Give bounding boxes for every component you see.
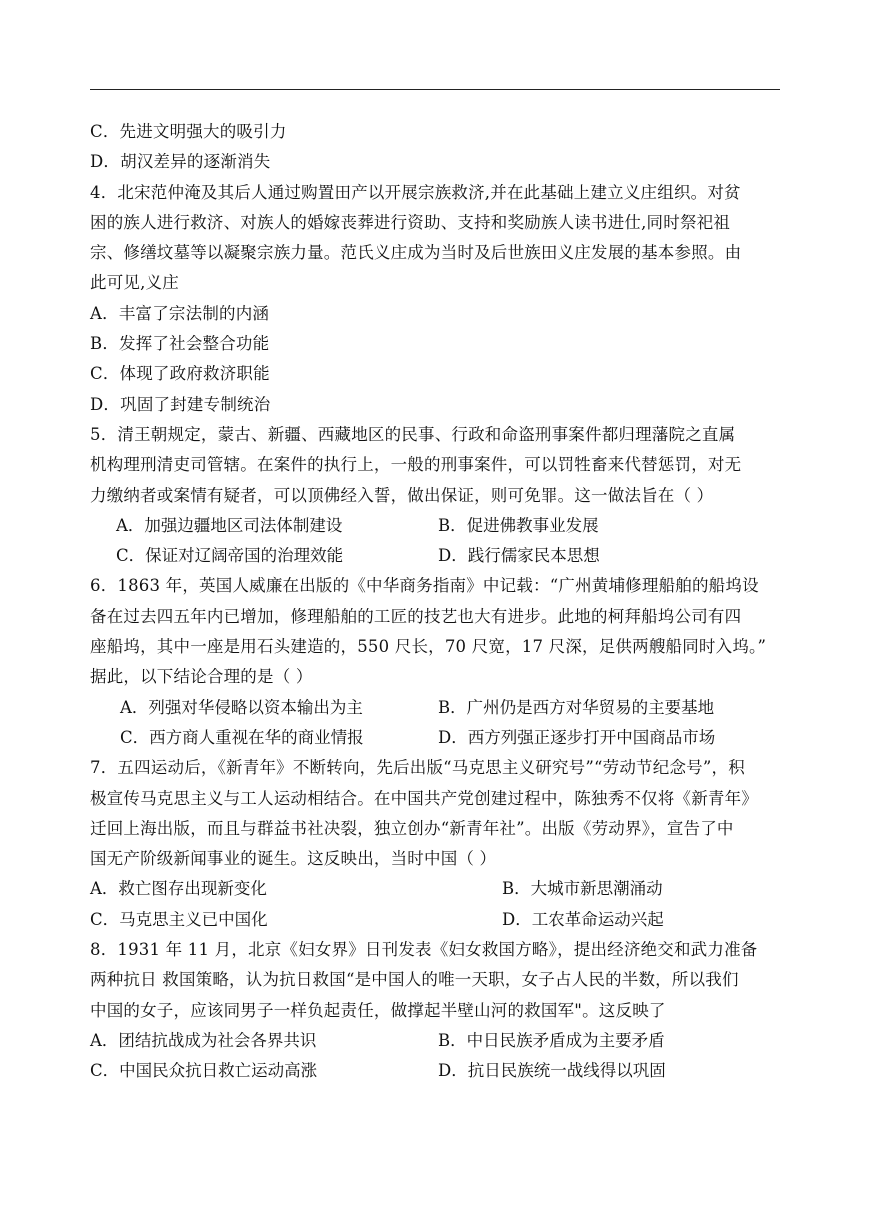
q5-options-row — [90, 511, 786, 541]
q6-options-row — [90, 723, 786, 753]
q6-option-a: A．列强对华侵略以资本输出为主 — [120, 697, 363, 717]
q4-stem-line: 此可见,义庄 — [90, 273, 179, 293]
q7-options-row — [90, 905, 786, 935]
q7-options-row — [90, 874, 786, 904]
q5-option-a: A．加强边疆地区司法体制建设 — [116, 515, 343, 535]
q8-options-row — [90, 1056, 786, 1086]
q6-stem-line: 备在过去四五年内已增加，修理船舶的工匠的技艺也大有进步。此地的柯拜船坞公司有四 — [90, 606, 742, 626]
exam-page-content — [90, 117, 786, 1087]
q5-stem-line: 力缴纳者或案情有疑者，可以顶佛经入誓，做出保证，则可免罪。这一做法旨在（ ） — [90, 485, 714, 505]
question-4 — [90, 178, 786, 420]
q8-stem-line: 8．1931 年 11 月，北京《妇女界》日刊发表《妇女救国方略》，提出经济绝交和武力准备 — [90, 940, 758, 960]
q4-option-b: B．发挥了社会整合功能 — [90, 334, 270, 354]
q6-stem-line: 6．1863 年，英国人威廉在出版的《中华商务指南》中记载：“广州黄埔修理船舶的船坞设 — [90, 576, 759, 596]
q4-option-a: A．丰富了宗法制的内涵 — [90, 303, 270, 323]
q6-option-b: B．广州仍是西方对华贸易的主要基地 — [438, 697, 715, 717]
q8-stem-line: 中国的女子，应该同男子一样负起责任，做撑起半壁山河的救国军"。这反映了 — [90, 1000, 666, 1020]
q5-options-row — [90, 541, 786, 571]
q6-stem-line: 据此，以下结论合理的是（ ） — [90, 667, 313, 687]
q7-stem-line: 国无产阶级新闻事业的诞生。这反映出，当时中国（ ） — [90, 849, 497, 869]
q6-options-row — [90, 693, 786, 723]
q5-stem-line: 机构理刑清吏司管辖。在案件的执行上，一般的刑事案件，可以罚牲畜来代替惩罚，对无 — [90, 455, 742, 475]
q5-option-b: B．促进佛教事业发展 — [438, 515, 599, 535]
q4-stem-line: 宗、修缮坟墓等以凝聚宗族力量。范氏义庄成为当时及后世族田义庄发展的基本参照。由 — [90, 243, 742, 263]
q4-stem-line: 4．北宋范仲淹及其后人通过购置田产以开展宗族救济,并在此基础上建立义庄组织。对贫 — [90, 182, 741, 202]
q3-option-d: D．胡汉差异的逐渐消失 — [90, 152, 271, 172]
q8-stem-line: 两种抗日 救国策略，认为抗日救国“是中国人的唯一天职，女子占人民的半数，所以我们 — [90, 970, 739, 990]
question-5 — [90, 420, 786, 571]
q6-stem-line: 座船坞，其中一座是用石头建造的，550 尺长，70 尺宽，17 尺深，足供两艘船同时入坞。” — [90, 637, 767, 657]
question-7 — [90, 753, 786, 935]
q7-option-d: D．工农革命运动兴起 — [502, 909, 664, 929]
q5-option-c: C．保证对辽阔帝国的治理效能 — [116, 546, 344, 566]
q7-option-a: A．救亡图存出现新变化 — [90, 879, 267, 899]
question-8 — [90, 935, 786, 1086]
q8-option-c: C．中国民众抗日救亡运动高涨 — [90, 1061, 318, 1081]
q7-stem-line: 极宣传马克思主义与工人运动相结合。在中国共产党创建过程中，陈独秀不仅将《新青年》 — [90, 788, 758, 808]
header-rule — [90, 89, 780, 90]
q5-stem-line: 5．清王朝规定，蒙古、新疆、西藏地区的民事、行政和命盗刑事案件都归理藩院之直属 — [90, 424, 736, 444]
q4-option-c: C．体现了政府救济职能 — [90, 364, 270, 384]
q8-option-b: B．中日民族矛盾成为主要矛盾 — [438, 1030, 665, 1050]
q7-stem-line: 7．五四运动后，《新青年》不断转向，先后出版“马克思主义研究号”“劳动节纪念号”，积 — [90, 758, 745, 778]
q8-option-a: A．团结抗战成为社会各界共识 — [90, 1030, 317, 1050]
q6-option-d: D．西方列强正逐步打开中国商品市场 — [438, 727, 716, 747]
q8-option-d: D．抗日民族统一战线得以巩固 — [438, 1061, 666, 1081]
q5-option-d: D．践行儒家民本思想 — [438, 546, 600, 566]
q8-options-row — [90, 1026, 786, 1056]
q7-stem-line: 迁回上海出版，而且与群益书社决裂，独立创办“新青年社”。出版《劳动界》，宣告了中 — [90, 818, 734, 838]
q6-option-c: C．西方商人重视在华的商业情报 — [120, 727, 364, 747]
q7-option-c: C．马克思主义已中国化 — [90, 909, 268, 929]
q7-option-b: B．大城市新思潮涌动 — [502, 879, 663, 899]
question-6 — [90, 571, 786, 753]
q4-option-d: D．巩固了封建专制统治 — [90, 394, 271, 414]
q4-stem-line: 困的族人进行救济、对族人的婚嫁丧葬进行资助、支持和奖励族人读书进仕,同时祭祀祖 — [90, 212, 731, 232]
q3-option-c: C．先进文明强大的吸引力 — [90, 122, 287, 141]
